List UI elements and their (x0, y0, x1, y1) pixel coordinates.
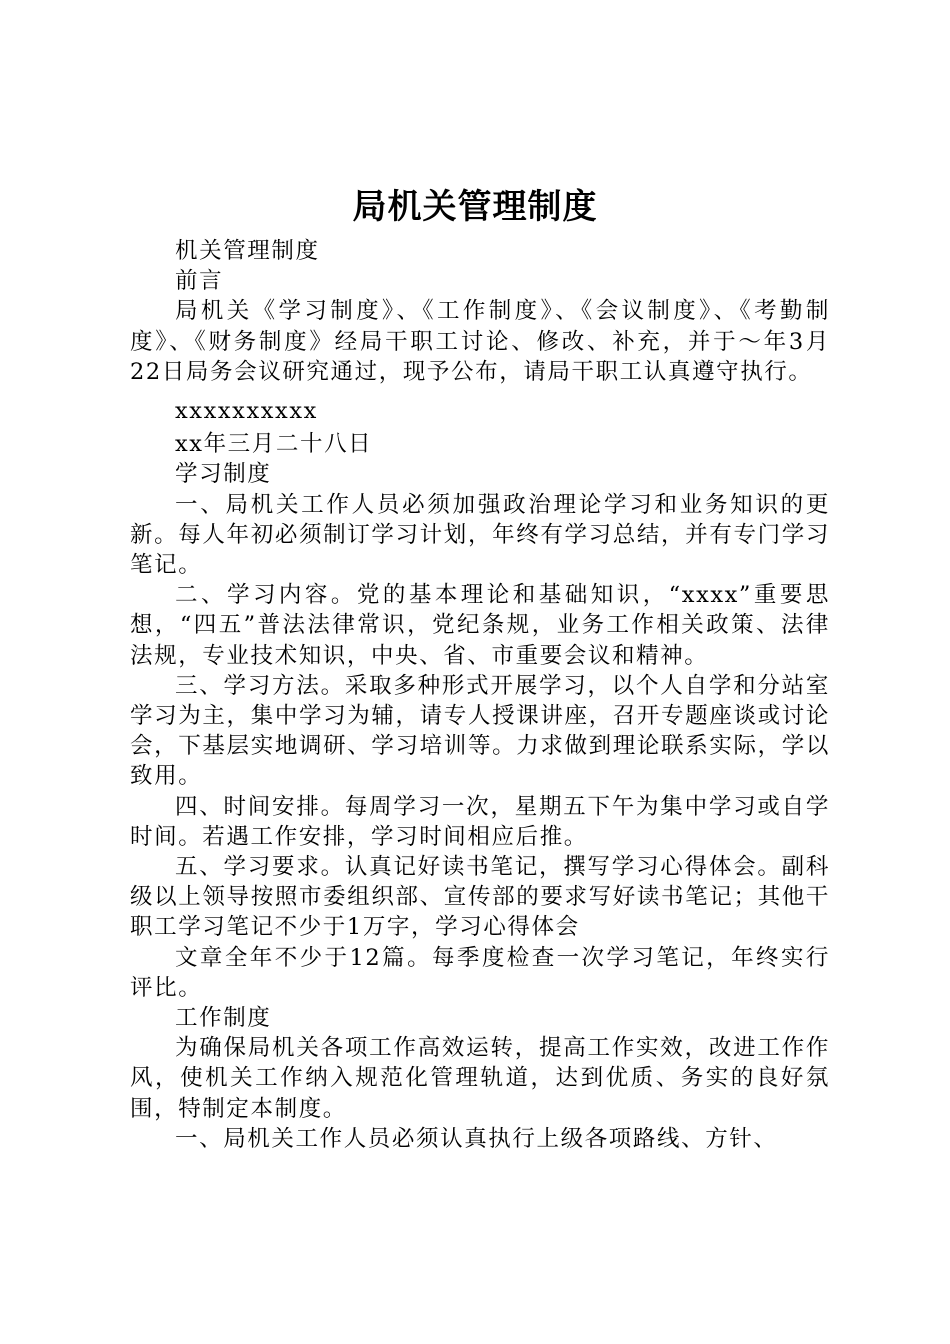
paragraph-heading-organ: 机关管理制度 (175, 238, 320, 264)
paragraph-study-5-cont: 文章全年不少于12篇。每季度检查一次学习笔记，年终实行评比。 (130, 944, 830, 1001)
paragraph-study-1: 一、局机关工作人员必须加强政治理论学习和业务知识的更新。每人年初必须制订学习计划，年终有学习总结，并有专门学习笔记。 (130, 491, 830, 579)
document-body (130, 236, 830, 1154)
paragraph-study-2: 二、学习内容。党的基本理论和基础知识，“xxxx”重要思想，“四五”普法法律常识，党纪条规，业务工作相关政策、法律法规，专业技术知识，中央、省、市重要会议和精神。 (130, 582, 830, 669)
paragraph-heading-preface: 前言 (175, 268, 224, 295)
section-heading-study: 学习制度 (175, 461, 272, 488)
document-title: 局机关管理制度 (352, 187, 598, 227)
paragraph-study-3: 三、学习方法。采取多种形式开展学习，以个人自学和分站室学习为主，集中学习为辅，请专人授课讲座，召开专题座谈或讨论会，下基层实地调研、学习培训等。力求做到理论联系实际，学以致用。 (130, 672, 830, 790)
paragraph-work-1: 一、局机关工作人员必须认真执行上级各项路线、方针、 (175, 1125, 778, 1152)
section-heading-work: 工作制度 (175, 1005, 272, 1032)
paragraph-date: xx年三月二十八日 (175, 431, 373, 458)
paragraph-study-5: 五、学习要求。认真记好读书笔记，撰写学习心得体会。副科级以上领导按照市委组织部、宣传部的要求写好读书笔记；其他干职工学习笔记不少于1万字，学习心得体会 (130, 854, 830, 941)
paragraph-study-4: 四、时间安排。每周学习一次，星期五下午为集中学习或自学时间。若遇工作安排，学习时间相应后推。 (130, 793, 830, 850)
paragraph-preface: 局机关《学习制度》、《工作制度》、《会议制度》、《考勤制度》、《财务制度》经局干职工讨论、修改、补充，并于～年3月22日局务会议研究通过，现予公布，请局干职工认真遵守执行。 (130, 298, 830, 385)
paragraph-issuer: xxxxxxxxxx (175, 398, 318, 425)
paragraph-work-intro: 为确保局机关各项工作高效运转，提高工作实效，改进工作作风，使机关工作纳入规范化管理轨道，达到优质、务实的良好氛围，特制定本制度。 (130, 1035, 830, 1122)
